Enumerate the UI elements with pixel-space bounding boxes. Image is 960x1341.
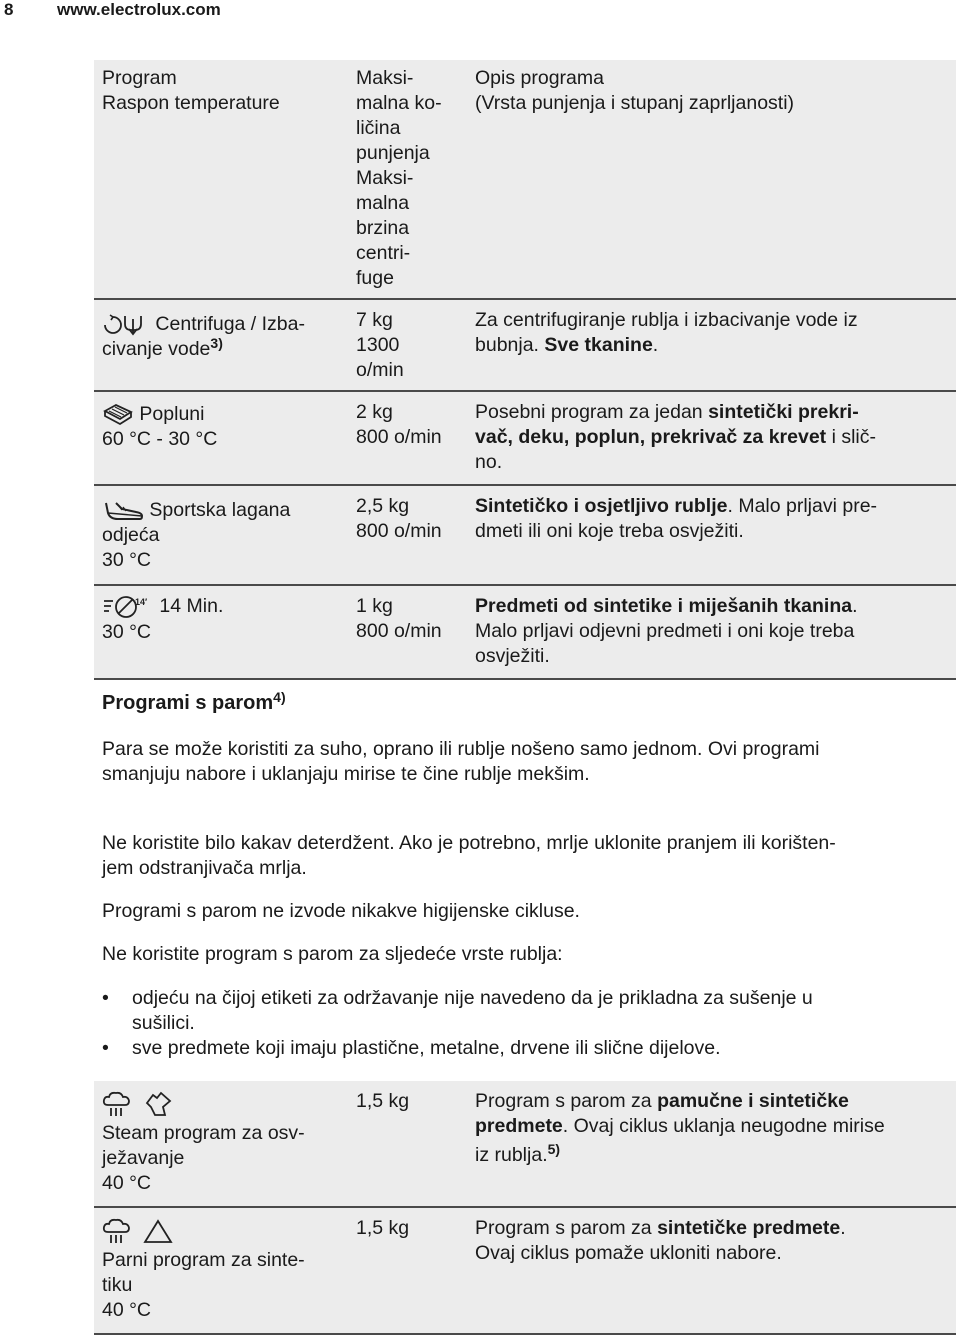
description-emphasis: Predmeti od sintetike i miješanih tkanina (475, 595, 853, 617)
paragraph: Ne koristite program s parom za sljedeće vrste rublja: (102, 943, 563, 965)
section-title (102, 689, 286, 715)
table-row (94, 392, 956, 486)
description-emphasis: Sintetičko i osjetljivo rublje (475, 495, 728, 517)
description-line: Ovaj ciklus pomaže ukloniti nabore. (475, 1242, 782, 1264)
description-text: bubnja. (475, 334, 545, 356)
list-item (102, 986, 942, 1036)
load-spin (356, 308, 464, 383)
program-description (475, 594, 947, 669)
max-load: 1,5 kg (356, 1217, 410, 1239)
program-name-text: odjeća (102, 524, 160, 546)
list-item-line: sušilici. (132, 1012, 195, 1034)
program-name-text: civanje vode (102, 338, 211, 360)
program-name (102, 1091, 334, 1196)
shirt-icon (143, 1091, 173, 1119)
max-spin: 800 o/min (356, 426, 442, 448)
footnote-ref: 3) (210, 335, 223, 351)
list-item-line: sve predmete koji imaju plastične, metalne, drvene ili slične dijelove. (132, 1037, 721, 1059)
table-header-row (94, 60, 956, 300)
max-spin-unit: o/min (356, 359, 404, 381)
steam-icon (102, 1091, 132, 1119)
header-spin-line: fuge (356, 267, 394, 289)
description-text: Program s parom za (475, 1090, 658, 1112)
temperature-range: 30 °C (102, 621, 151, 643)
description-emphasis: Sve tkanine (544, 334, 653, 356)
steam-icon (102, 1218, 132, 1246)
paragraph-line: Para se može koristiti za suho, oprano ili rublje nošeno samo jednom. Ovi programi (102, 738, 820, 760)
description-text: . Ovaj ciklus uklanja neugodne mirise (562, 1115, 885, 1137)
paragraph-line: Ne koristite bilo kakav deterdžent. Ako je potrebno, mrlje uklonite pranjem ili korišten- (102, 832, 836, 854)
header-program-label: Program (102, 67, 177, 89)
header-description (475, 66, 947, 116)
program-name-text: 14 Min. (159, 595, 224, 618)
description-line: Za centrifugiranje rublja i izbacivanje vode iz (475, 309, 858, 331)
program-name-text: ježavanje (102, 1147, 185, 1169)
description-emphasis: sintetički prekri- (708, 401, 859, 423)
bullet-point: • (102, 987, 109, 1009)
program-description (475, 494, 947, 544)
description-emphasis: vač, deku, poplun, prekrivač za krevet (475, 426, 827, 448)
description-text: . (652, 334, 659, 356)
sport-light-icon (102, 499, 144, 523)
program-name (102, 312, 334, 362)
paragraph: Programi s parom ne izvode nikakve higijenske cikluse. (102, 900, 580, 922)
program-description (475, 1089, 947, 1168)
section-title-text: Programi s parom (102, 692, 274, 714)
table-row (94, 300, 956, 392)
paragraph (102, 831, 942, 881)
paragraph (102, 737, 942, 787)
load-spin (356, 1216, 464, 1241)
description-line: osvježiti. (475, 645, 550, 667)
quick-14-icon (102, 594, 154, 620)
bullet-point: • (102, 1037, 109, 1059)
header-description-label: Opis programa (475, 67, 604, 89)
header-spin-line: centri- (356, 242, 411, 264)
list-item-line: odjeću na čijoj etiketi za održavanje nije navedeno da je prikladna za sušenje u (132, 987, 813, 1009)
synthetic-triangle-icon (143, 1218, 173, 1246)
temperature-range: 60 °C - 30 °C (102, 428, 218, 450)
load-spin (356, 1089, 464, 1114)
max-load: 1 kg (356, 595, 393, 617)
header-load-line: ličina (356, 117, 401, 139)
max-spin: 800 o/min (356, 620, 442, 642)
program-description (475, 1216, 947, 1266)
description-text: . (852, 595, 858, 617)
list-item (102, 1036, 942, 1061)
program-name-text: Steam program za osv- (102, 1122, 305, 1144)
max-load: 2,5 kg (356, 495, 410, 517)
temperature-range: 40 °C (102, 1172, 151, 1194)
page-header (0, 0, 960, 20)
program-description (475, 400, 947, 475)
description-text: Program s parom za (475, 1217, 658, 1239)
description-text: . Malo prljavi pre- (727, 495, 878, 517)
table-row (94, 586, 956, 680)
load-spin (356, 494, 464, 544)
description-emphasis: pamučne i sintetičke (657, 1090, 849, 1112)
max-load: 7 kg (356, 309, 393, 331)
program-name-text: tiku (102, 1274, 133, 1296)
page-number: 8 (4, 0, 14, 19)
paragraph-line: jem odstranjivača mrlja. (102, 857, 307, 879)
svg-text:14′: 14′ (135, 597, 148, 607)
program-name-text: Sportska lagana (149, 499, 291, 521)
header-load-line: punjenja (356, 142, 430, 164)
header-spin-line: Maksi- (356, 167, 414, 189)
program-name (102, 1218, 334, 1323)
description-text: i slič- (826, 426, 876, 448)
program-name-text: Centrifuga / Izba- (155, 313, 305, 335)
program-name (102, 594, 334, 645)
spin-drain-icon (102, 313, 150, 337)
description-text: . (840, 1217, 846, 1239)
max-spin: 1300 (356, 334, 400, 356)
description-line: Malo prljavi odjevni predmeti i oni koje treba (475, 620, 855, 642)
website-url: www.electrolux.com (57, 0, 221, 19)
load-spin (356, 594, 464, 644)
description-emphasis: sintetičke predmete (657, 1217, 841, 1239)
program-name-text: Parni program za sinte- (102, 1249, 305, 1271)
temperature-range: 40 °C (102, 1299, 151, 1321)
description-text: iz rublja. (475, 1144, 548, 1166)
temperature-range: 30 °C (102, 549, 151, 571)
program-name (102, 402, 334, 452)
header-temperature-label: Raspon temperature (102, 92, 280, 114)
table-row (94, 1081, 956, 1208)
table-row (94, 486, 956, 586)
table-row (94, 1208, 956, 1335)
max-load: 1,5 kg (356, 1090, 410, 1112)
header-description-sublabel: (Vrsta punjenja i stupanj zaprljanosti) (475, 92, 795, 114)
footnote-ref: 5) (547, 1141, 561, 1157)
steam-program-table (94, 1081, 956, 1335)
header-spin-line: malna (356, 192, 410, 214)
header-spin-line: brzina (356, 217, 410, 239)
footnote-ref: 4) (273, 689, 286, 705)
header-load-spin (356, 66, 464, 291)
load-spin (356, 400, 464, 450)
program-description (475, 308, 947, 358)
header-load-line: Maksi- (356, 67, 414, 89)
program-name-text: Popluni (139, 403, 205, 425)
program-name (102, 498, 334, 573)
max-load: 2 kg (356, 401, 393, 423)
paragraph-line: smanjuju nabore i uklanjaju mirise te čine rublje mekšim. (102, 763, 590, 785)
description-line: no. (475, 451, 503, 473)
program-table (94, 60, 956, 680)
duvet-icon (102, 403, 134, 427)
description-text: Posebni program za jedan (475, 401, 709, 423)
header-program (102, 66, 334, 116)
max-spin: 800 o/min (356, 520, 442, 542)
description-emphasis: predmete (475, 1115, 563, 1137)
header-load-line: malna ko- (356, 92, 442, 114)
description-line: dmeti ili oni koje treba osvježiti. (475, 520, 744, 542)
